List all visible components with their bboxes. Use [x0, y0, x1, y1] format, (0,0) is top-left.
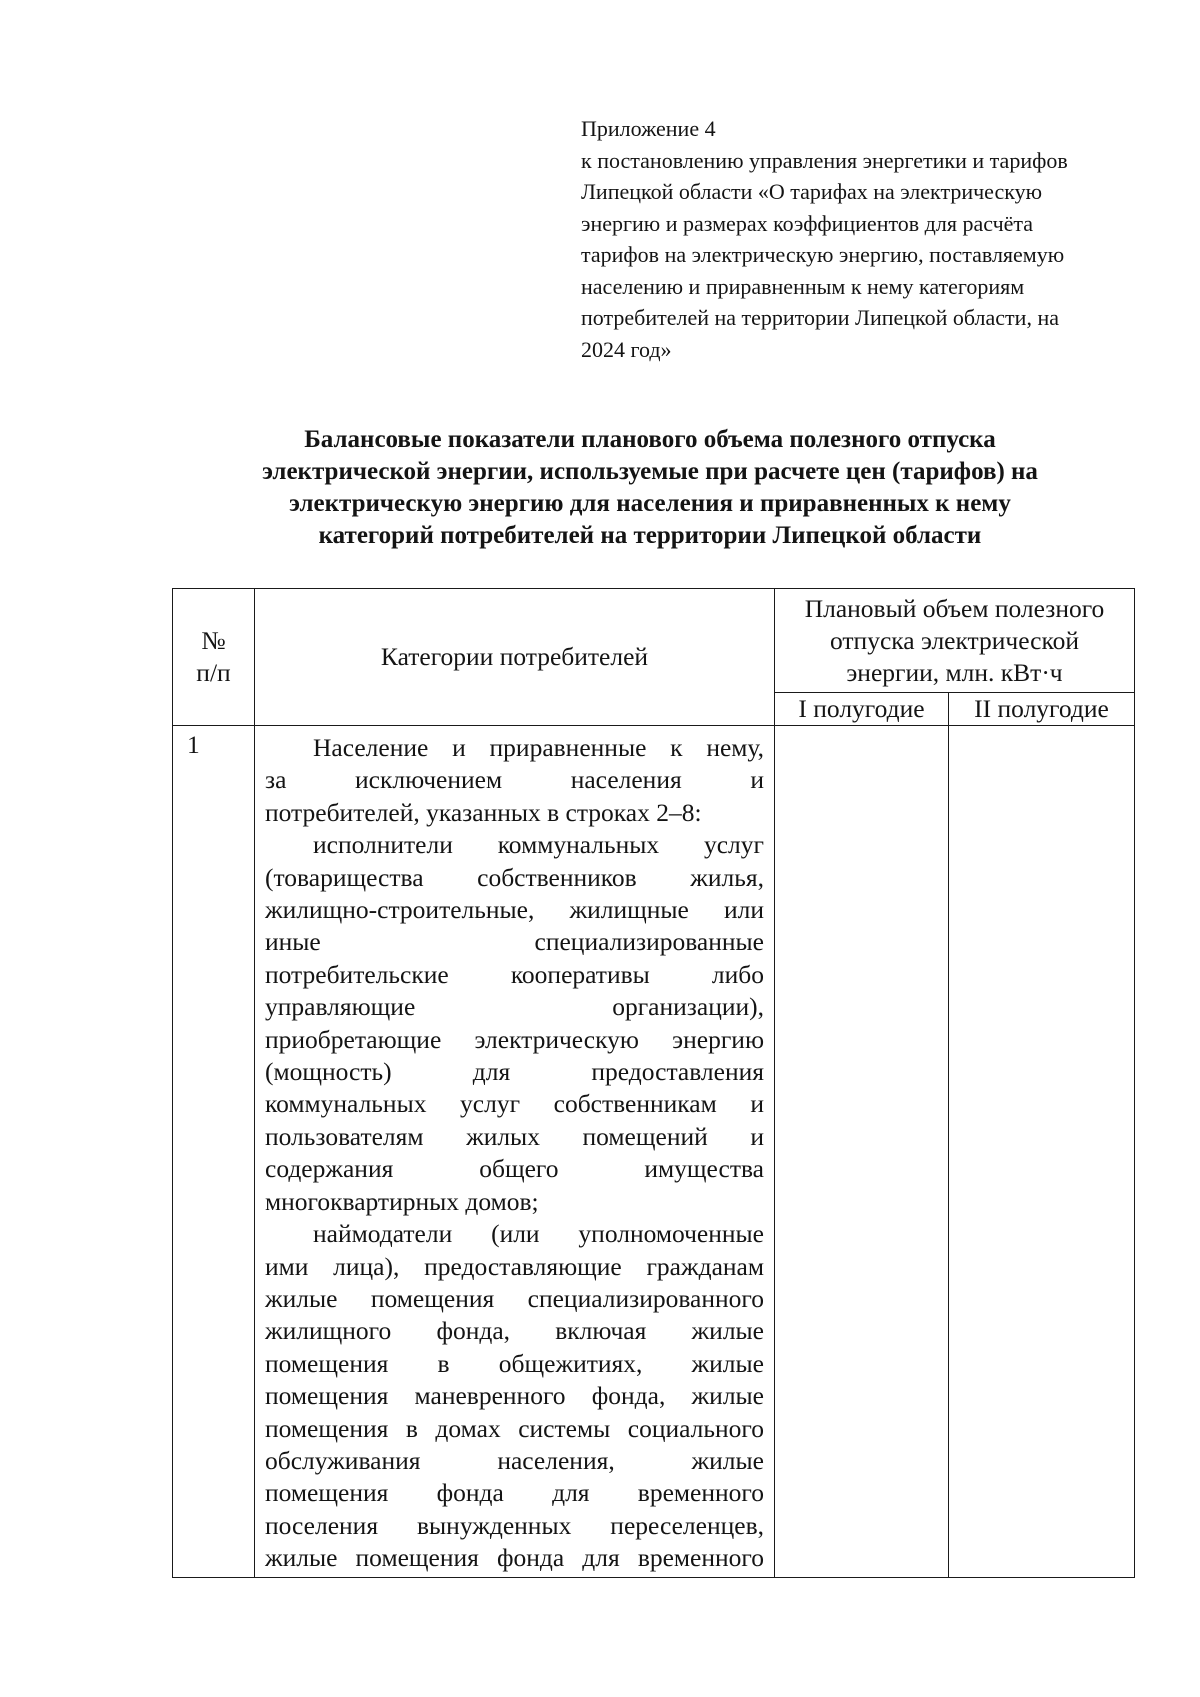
- category-line: иные специализированные: [265, 927, 764, 957]
- header-half-2: II полугодие: [949, 693, 1135, 726]
- table-row: [173, 726, 1135, 1578]
- title-line: Балансовые показатели планового объема полезного отпуска: [304, 426, 996, 453]
- annex-line: потребителей на территории Липецкой области, на: [581, 305, 1059, 330]
- category-line: управляющие организации),: [265, 992, 764, 1022]
- title-line: категорий потребителей на территории Липецкой области: [318, 522, 982, 549]
- category-line: ими лица), предоставляющие гражданам: [265, 1251, 764, 1281]
- category-line: жилищного фонда, включая жилые: [265, 1316, 764, 1346]
- annex-line: к постановлению управления энергетики и тарифов: [581, 147, 1068, 173]
- category-line: жилые помещения фонда для временного: [265, 1543, 764, 1573]
- category-line: помещения в домах системы социального: [265, 1413, 764, 1443]
- header-planned-volume: [775, 589, 1135, 693]
- category-line: исполнители коммунальных услуг: [313, 830, 764, 860]
- annex-line: энергию и размерах коэффициентов для расчёта: [581, 210, 1034, 236]
- title-line: электрической энергии, используемые при расчете цен (тарифов) на: [262, 458, 1038, 485]
- annex-line: Липецкой области «О тарифах на электрическую: [581, 179, 1043, 204]
- category-line: приобретающие электрическую энергию: [265, 1024, 764, 1054]
- header-category: Категории потребителей: [255, 589, 775, 726]
- table-header-row: [173, 589, 1135, 693]
- row-half-2-value: [949, 726, 1135, 1578]
- header-number-symbol: №: [201, 626, 226, 655]
- annex-line: Приложение 4: [581, 116, 716, 141]
- row-number: 1: [173, 726, 255, 1578]
- category-line: (товарищества собственников жилья,: [265, 862, 764, 892]
- title-line: электрическую энергию для населения и приравненных к нему: [289, 490, 1011, 517]
- header-number-abbr: п/п: [196, 658, 231, 687]
- header-plan-line: Плановый объем полезного: [804, 593, 1105, 623]
- category-line: помещения в общежитиях, жилые: [265, 1348, 764, 1378]
- annex-line: 2024 год»: [581, 336, 672, 362]
- category-line: наймодатели (или уполномоченные: [313, 1219, 764, 1249]
- category-description: [255, 726, 774, 1575]
- annex-line: населению и приравненным к нему категориям: [581, 273, 1025, 299]
- category-line: за исключением населения и: [265, 765, 764, 795]
- document-title: [170, 424, 1130, 552]
- annex-header: [581, 113, 1126, 365]
- category-line: жилые помещения специализированного: [265, 1283, 764, 1313]
- row-half-1-value: [775, 726, 949, 1578]
- balance-table: [172, 588, 1135, 1578]
- category-line: пользователям жилых помещений и: [265, 1121, 764, 1151]
- row-category: [255, 726, 775, 1578]
- category-line: коммунальных услуг собственникам и: [265, 1089, 764, 1119]
- category-line: помещения маневренного фонда, жилые: [265, 1381, 764, 1411]
- category-line: помещения фонда для временного: [265, 1478, 764, 1508]
- annex-line: тарифов на электрическую энергию, поставляемую: [581, 242, 1065, 267]
- category-line: поселения вынужденных переселенцев,: [265, 1510, 764, 1540]
- category-line: жилищно-строительные, жилищные или: [265, 895, 764, 925]
- header-plan-line: отпуска электрической: [830, 625, 1079, 655]
- category-line: многоквартирных домов;: [265, 1186, 539, 1216]
- header-number: [173, 589, 255, 726]
- category-line: Население и приравненные к нему,: [313, 733, 764, 762]
- header-plan-line: энергии, млн. кВт·ч: [846, 657, 1063, 687]
- category-line: (мощность) для предоставления: [265, 1057, 764, 1087]
- header-half-1: I полугодие: [775, 693, 949, 726]
- category-line: обслуживания населения, жилые: [265, 1445, 764, 1475]
- category-line: содержания общего имущества: [265, 1154, 764, 1184]
- category-line: потребительские кооперативы либо: [265, 959, 764, 989]
- category-line: потребителей, указанных в строках 2–8:: [265, 797, 702, 827]
